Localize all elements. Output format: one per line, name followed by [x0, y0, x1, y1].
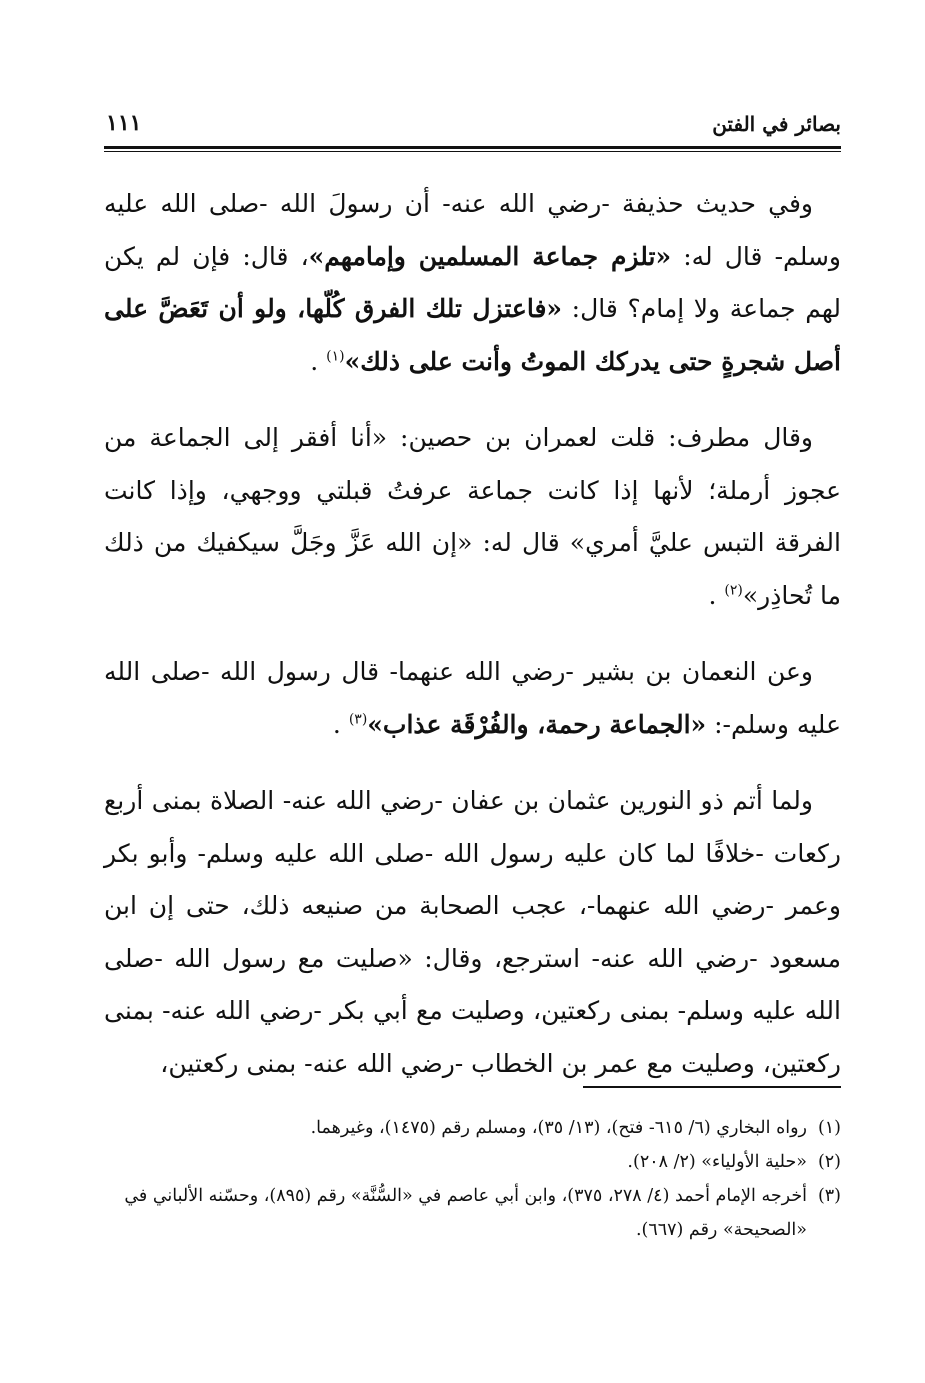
paragraph-3-segment-2: «الجماعة رحمة، والفُرْقَة عذاب» — [367, 709, 707, 739]
page-number: ١١١ — [106, 110, 142, 136]
footnote-1 — [104, 1111, 841, 1145]
paragraph-1 — [104, 178, 841, 388]
footnote-number: (٣) — [817, 1186, 841, 1206]
footnote-text: رواه البخاري (٦/ ٦١٥- فتح)، (١٣/ ٣٥)، ومسلم رقم (١٤٧٥)، وغيرهما. — [310, 1118, 807, 1138]
footnote-text: «حلية الأولياء» (٢/ ٢٠٨). — [627, 1152, 807, 1172]
paragraph-3-segment-1: وعن النعمان بن بشير -رضي الله عنهما- قال رسول الله -صلى الله عليه وسلم-: — [104, 657, 841, 739]
paragraph-2 — [104, 412, 841, 622]
body-text — [104, 178, 841, 1114]
footnote-number: (١) — [817, 1118, 841, 1138]
paragraph-2-tail: . — [708, 580, 725, 610]
footnote-ref-3: (٣) — [348, 711, 368, 728]
footnotes — [104, 1111, 841, 1247]
paragraph-3-tail: . — [332, 709, 349, 739]
footnote-2 — [104, 1145, 841, 1179]
paragraph-1-segment-3: ، قال: فإن لم يكن لهم جماعة ولا إمام؟ قال: — [104, 241, 842, 323]
running-header — [104, 104, 841, 148]
header-rule-thick — [104, 146, 841, 149]
paragraph-1-segment-1: وفي حديث حذيفة -رضي الله عنه- أن رسولَ الله -صلى الله عليه وسلم- قال له: — [104, 189, 841, 271]
paragraph-3 — [104, 646, 841, 751]
footnote-3 — [104, 1179, 841, 1247]
paragraph-1-segment-4: «فاعتزل تلك الفرق كُلّها، ولو أن تَعَضَّ على أصل شجرةٍ حتى يدركك الموتُ وأنت على ذلك» — [104, 294, 841, 376]
paragraph-1-tail: . — [310, 346, 327, 376]
footnote-ref-1: (١) — [326, 348, 345, 365]
footnote-separator — [583, 1086, 841, 1088]
paragraph-2-segment-1: وقال مطرف: قلت لعمران بن حصين: «أنا أفقر إلى الجماعة من عجوز أرملة؛ لأنها إذا كانت جماعة عرفتُ قبلتي ووجهي، وإذا كانت الفرقة التبس عليَّ أمري» قال له: «إن الله عَزَّ وجَلَّ سيكفيك من ذلك ما تُحاذِر» — [104, 423, 841, 610]
paragraph-4 — [104, 775, 841, 1090]
running-title: بصائر في الفتن — [712, 112, 841, 136]
paragraph-1-segment-2: «تلزم جماعة المسلمين وإمامهم» — [308, 241, 672, 271]
footnote-ref-2: (٢) — [724, 582, 743, 599]
footnote-text: أخرجه الإمام أحمد (٤/ ٢٧٨، ٣٧٥)، وابن أبي عاصم في «السُّنَّة» رقم (٨٩٥)، وحسّنه الألباني في «الصحيحة» رقم (٦٦٧). — [124, 1186, 807, 1240]
footnote-number: (٢) — [817, 1152, 841, 1172]
header-rule-thin — [104, 151, 841, 152]
paragraph-4-segment-1: ولما أتم ذو النورين عثمان بن عفان -رضي الله عنه- الصلاة بمنى أربع ركعات -خلافًا لما كان عليه رسول الله -صلى الله عليه وسلم- وأبو بكر وعمر -رضي الله عنهما-، عجب الصحابة من صنيعه ذلك، حتى إن ابن مسعود -رضي الله عنه- استرجع، وقال: «صليت مع رسول الله -صلى الله عليه وسلم- بمنى ركعتين، وصليت مع أبي بكر -رضي الله عنه- بمنى ركعتين، وصليت مع عمر بن الخطاب -رضي الله عنه- بمنى ركعتين، — [104, 786, 841, 1078]
